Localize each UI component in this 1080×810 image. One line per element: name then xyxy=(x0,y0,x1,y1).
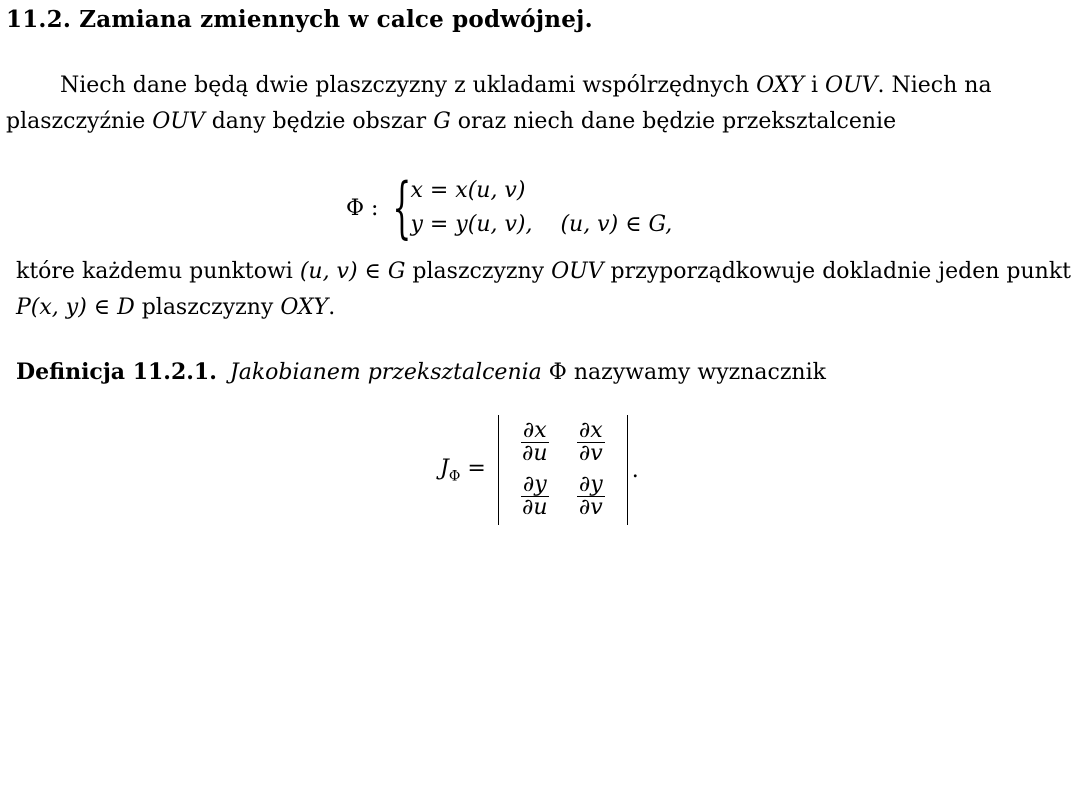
jacobian-subscript: Φ xyxy=(448,468,461,485)
math-ouv: OUV xyxy=(825,73,878,98)
definition-heading: Definicja 11.2.1. xyxy=(16,359,217,385)
text: i xyxy=(804,73,826,98)
math-oxy: OXY xyxy=(756,73,805,98)
text: które każdemu punktowi xyxy=(16,259,300,284)
numerator: ∂y xyxy=(522,471,547,497)
numerator: ∂x xyxy=(578,417,603,443)
text: . xyxy=(328,295,336,320)
equation-x: x = x(u, v) xyxy=(410,178,526,203)
transformation-system xyxy=(346,169,673,246)
text: oraz niech dane będzie przeksztalcenie xyxy=(450,109,897,134)
text: Niech dane będą dwie plaszczyzny z ukladami wspólrzędnych xyxy=(60,73,757,98)
text: . Niech na plaszczyźnie xyxy=(6,73,992,134)
left-brace: { xyxy=(392,169,412,246)
text: plaszczyzny xyxy=(134,295,281,320)
numerator: ∂x xyxy=(522,417,547,443)
definition-term: Jakobianem przeksztalcenia xyxy=(229,360,542,385)
numerator: ∂y xyxy=(578,471,603,497)
denominator: ∂u xyxy=(521,494,548,520)
math-ouv: OUV xyxy=(152,109,205,134)
partial-x-u xyxy=(520,417,550,466)
math-ouv: OUV xyxy=(551,259,604,284)
paragraph-intro xyxy=(6,68,1068,140)
definition xyxy=(16,356,826,389)
equation-y: y = y(u, v), (u, v) ∈ G, xyxy=(410,212,673,237)
denominator: ∂v xyxy=(578,494,603,520)
denominator: ∂v xyxy=(578,440,603,466)
partial-y-u xyxy=(520,471,550,520)
formula-period: . xyxy=(631,457,639,483)
determinant-matrix xyxy=(498,415,628,525)
math-uv-in-g: (u, v) ∈ G xyxy=(299,259,406,284)
text: przyporządkowuje dokladnie jeden punkt xyxy=(603,259,1071,284)
jacobian-formula xyxy=(440,414,639,526)
partial-y-v xyxy=(577,471,605,520)
text: plaszczyzny xyxy=(405,259,552,284)
partial-x-v xyxy=(577,417,605,466)
math-point-p: P(x, y) ∈ D xyxy=(16,295,135,320)
definition-symbol: Φ xyxy=(548,360,567,385)
math-g: G xyxy=(433,109,451,134)
math-oxy: OXY xyxy=(280,295,329,320)
jacobian-j: J xyxy=(440,455,449,481)
section-title: 11.2. Zamiana zmiennych w calce podwójnej. xyxy=(6,6,593,33)
paragraph-mapping xyxy=(16,254,1076,326)
phi-label: Φ : xyxy=(346,195,379,221)
definition-text: nazywamy wyznacznik xyxy=(566,360,826,385)
text: dany będzie obszar xyxy=(204,109,434,134)
equation-lines xyxy=(410,174,672,242)
jacobian-label xyxy=(440,456,486,484)
equals-sign: = xyxy=(467,455,486,481)
denominator: ∂u xyxy=(521,440,548,466)
